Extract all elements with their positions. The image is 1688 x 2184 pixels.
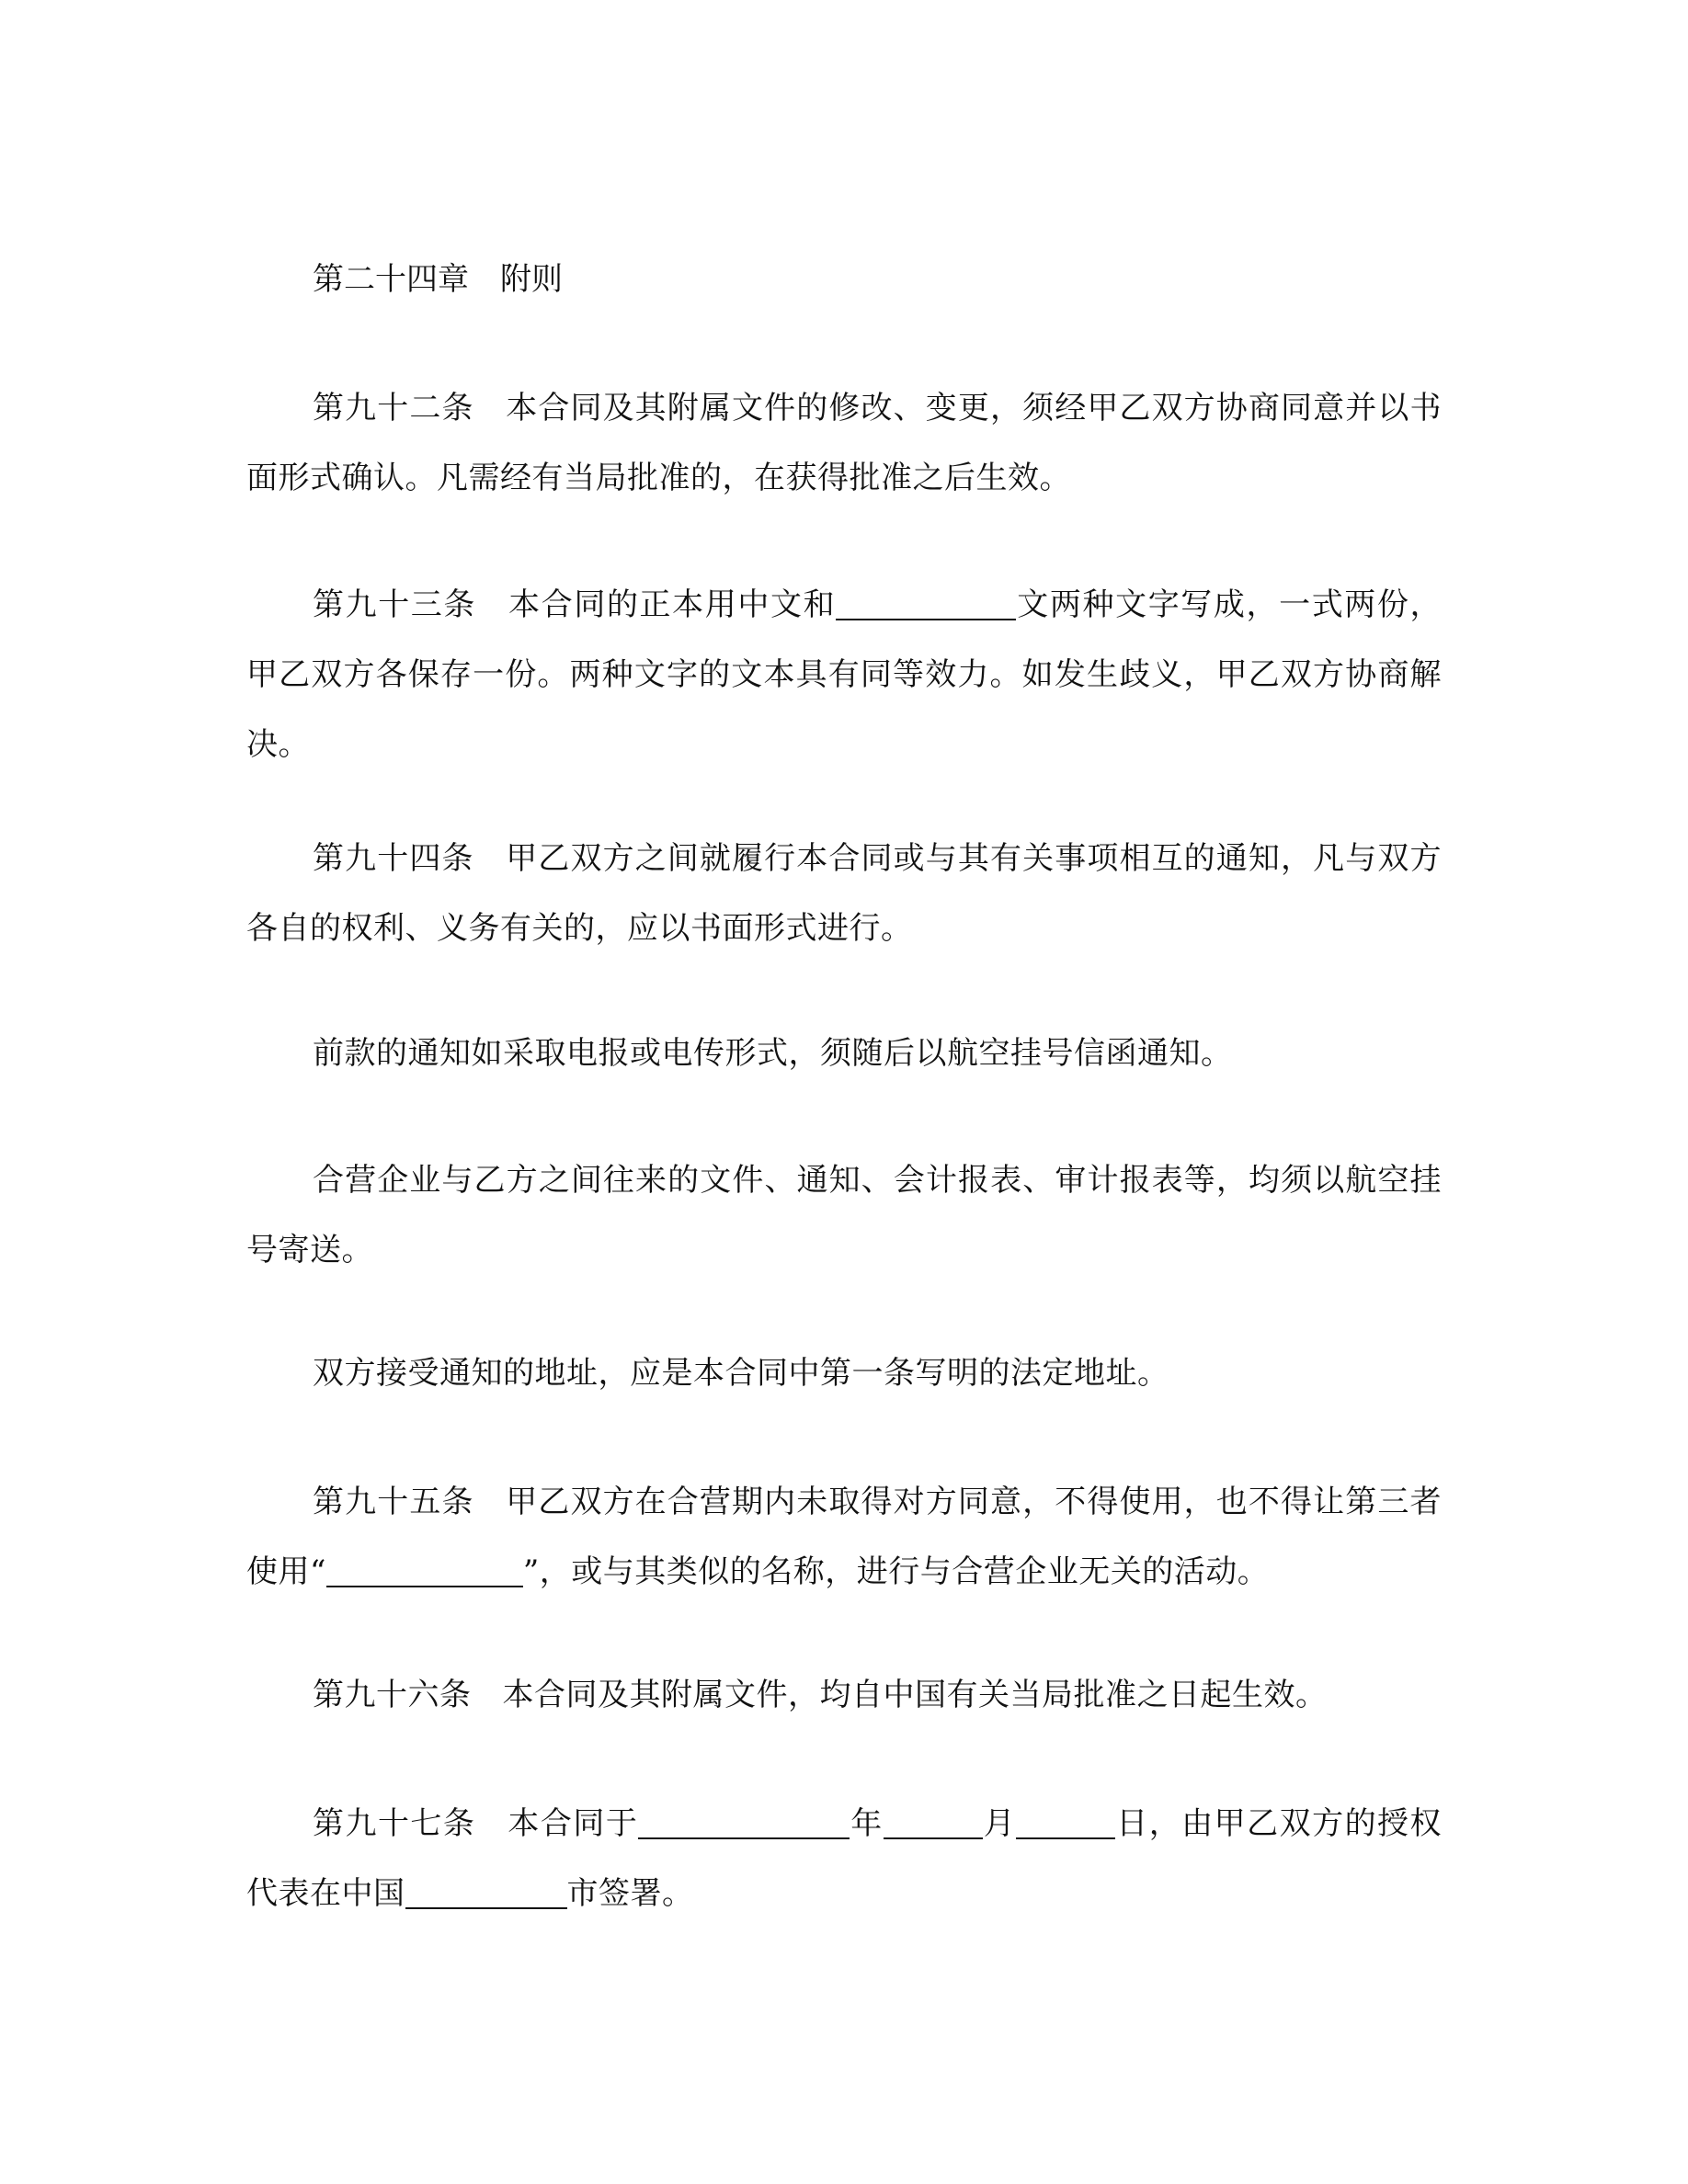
article-96-label: 第九十六条 bbox=[313, 1677, 472, 1713]
article-96 bbox=[246, 1660, 1442, 1730]
article-93-text-after: 文两种文字写成，一式两份，甲乙双方各保存一份。两种文字的文本具有同等效力。如发生歧义，甲乙双方协商解决。 bbox=[246, 586, 1443, 763]
name-blank[interactable] bbox=[326, 1553, 523, 1587]
chapter-number: 第二十四章 bbox=[313, 261, 469, 298]
year-blank[interactable] bbox=[638, 1804, 850, 1839]
article-94-paragraph-2: 前款的通知如采取电报或电传形式，须随后以航空挂号信函通知。 bbox=[313, 1035, 1233, 1072]
city-blank[interactable] bbox=[405, 1874, 567, 1909]
article-97 bbox=[246, 1789, 1442, 1928]
article-97-month: 月 bbox=[982, 1805, 1017, 1842]
article-95-text-after: ”，或与其类似的名称，进行与合营企业无关的活动。 bbox=[522, 1553, 1270, 1590]
article-94 bbox=[246, 824, 1442, 963]
article-94-text: 甲乙双方之间就履行本合同或与其有关事项相互的通知，凡与双方各自的权利、义务有关的，应以书面形式进行。 bbox=[246, 840, 1443, 947]
article-95-text-before: 甲乙双方在合营期内未取得对方同意，不得使用，也不得让第三者使用“ bbox=[246, 1484, 1443, 1590]
day-blank[interactable] bbox=[1016, 1804, 1115, 1839]
article-93-text-before: 本合同的正本用中文和 bbox=[508, 586, 837, 623]
language-blank[interactable] bbox=[836, 586, 1016, 620]
article-93 bbox=[246, 570, 1442, 779]
chapter-heading bbox=[246, 245, 563, 314]
article-92 bbox=[246, 373, 1442, 513]
month-blank[interactable] bbox=[884, 1804, 983, 1839]
article-92-label: 第九十二条 bbox=[313, 390, 474, 427]
article-97-year: 年 bbox=[850, 1805, 884, 1842]
article-95-label: 第九十五条 bbox=[313, 1484, 474, 1520]
article-95 bbox=[246, 1467, 1442, 1607]
article-92-text: 本合同及其附属文件的修改、变更，须经甲乙双方协商同意并以书面形式确认。凡需经有当局批准的，在获得批准之后生效。 bbox=[246, 390, 1443, 496]
article-97-day: 日，由甲乙双方的授权代表在中国 bbox=[246, 1805, 1443, 1912]
article-94-label: 第九十四条 bbox=[313, 840, 474, 877]
article-93-label: 第九十三条 bbox=[313, 586, 477, 623]
article-94-paragraph-4: 双方接受通知的地址，应是本合同中第一条写明的法定地址。 bbox=[313, 1355, 1169, 1392]
chapter-title: 附则 bbox=[500, 261, 563, 298]
article-97-city: 市签署。 bbox=[566, 1875, 694, 1912]
article-97-label: 第九十七条 bbox=[313, 1805, 476, 1842]
article-97-text-1: 本合同于 bbox=[507, 1805, 639, 1842]
article-94-paragraph-3: 合营企业与乙方之间往来的文件、通知、会计报表、审计报表等，均须以航空挂号寄送。 bbox=[246, 1162, 1442, 1268]
article-96-text: 本合同及其附属文件，均自中国有关当局批准之日起生效。 bbox=[502, 1677, 1328, 1713]
